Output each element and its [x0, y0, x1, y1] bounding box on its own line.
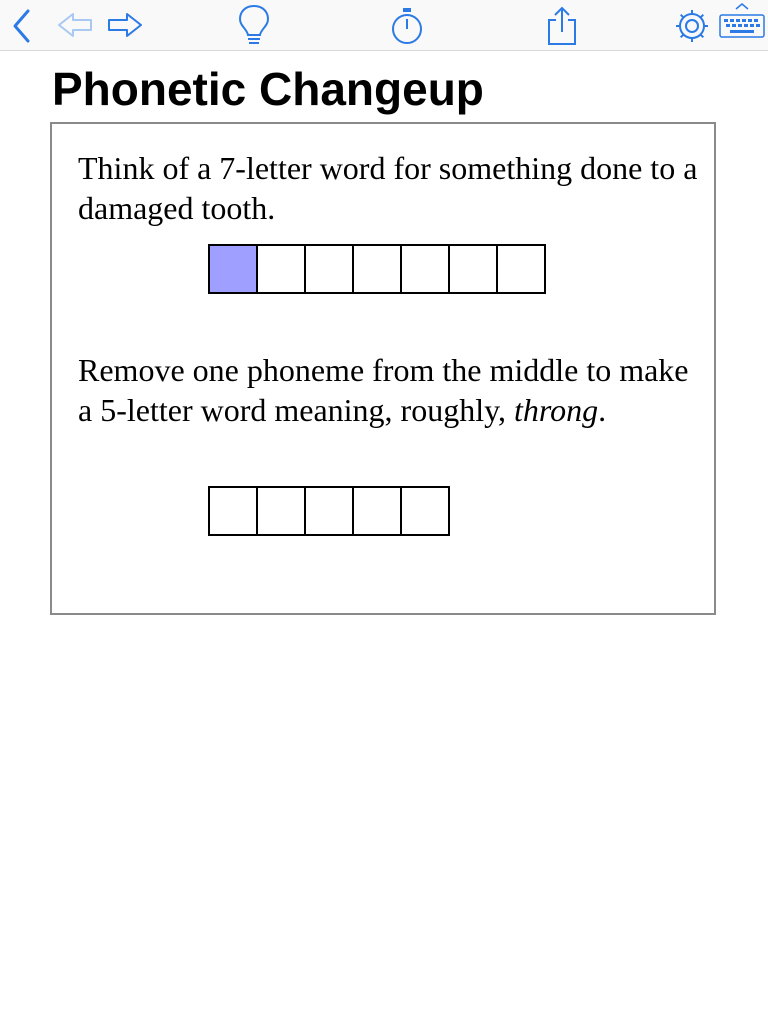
settings-gear-icon[interactable]	[674, 8, 710, 44]
letter-cell[interactable]	[400, 244, 450, 294]
stopwatch-timer-icon[interactable]	[389, 6, 425, 46]
answer-grid-five	[208, 486, 450, 536]
clue-two-text	[78, 350, 698, 430]
lightbulb-hint-icon[interactable]	[236, 3, 272, 47]
back-chevron-icon[interactable]	[10, 8, 34, 44]
clue-two-main: Remove one phoneme from the middle to make a 5-letter word meaning, roughly,	[78, 352, 689, 428]
redo-arrow-icon[interactable]	[106, 11, 144, 39]
undo-arrow-icon[interactable]	[56, 11, 94, 39]
clue-one-text: Think of a 7-letter word for something done to a damaged tooth.	[78, 150, 698, 226]
answer-grid-seven	[208, 244, 546, 294]
clue-two-italic-word: throng	[514, 392, 599, 428]
puzzle-panel	[50, 122, 716, 615]
share-icon[interactable]	[544, 4, 580, 48]
letter-cell[interactable]	[352, 244, 402, 294]
letter-cell[interactable]	[400, 486, 450, 536]
letter-cell[interactable]	[448, 244, 498, 294]
clue-two-end: .	[598, 392, 607, 428]
toolbar	[0, 0, 768, 51]
letter-cell[interactable]	[208, 244, 258, 294]
letter-cell[interactable]	[496, 244, 546, 294]
puzzle-title: Phonetic Changeup	[52, 63, 484, 115]
letter-cell[interactable]	[304, 486, 354, 536]
letter-cell[interactable]	[304, 244, 354, 294]
letter-cell[interactable]	[208, 486, 258, 536]
keyboard-icon[interactable]	[718, 2, 766, 42]
letter-cell[interactable]	[256, 486, 306, 536]
letter-cell[interactable]	[352, 486, 402, 536]
letter-cell[interactable]	[256, 244, 306, 294]
